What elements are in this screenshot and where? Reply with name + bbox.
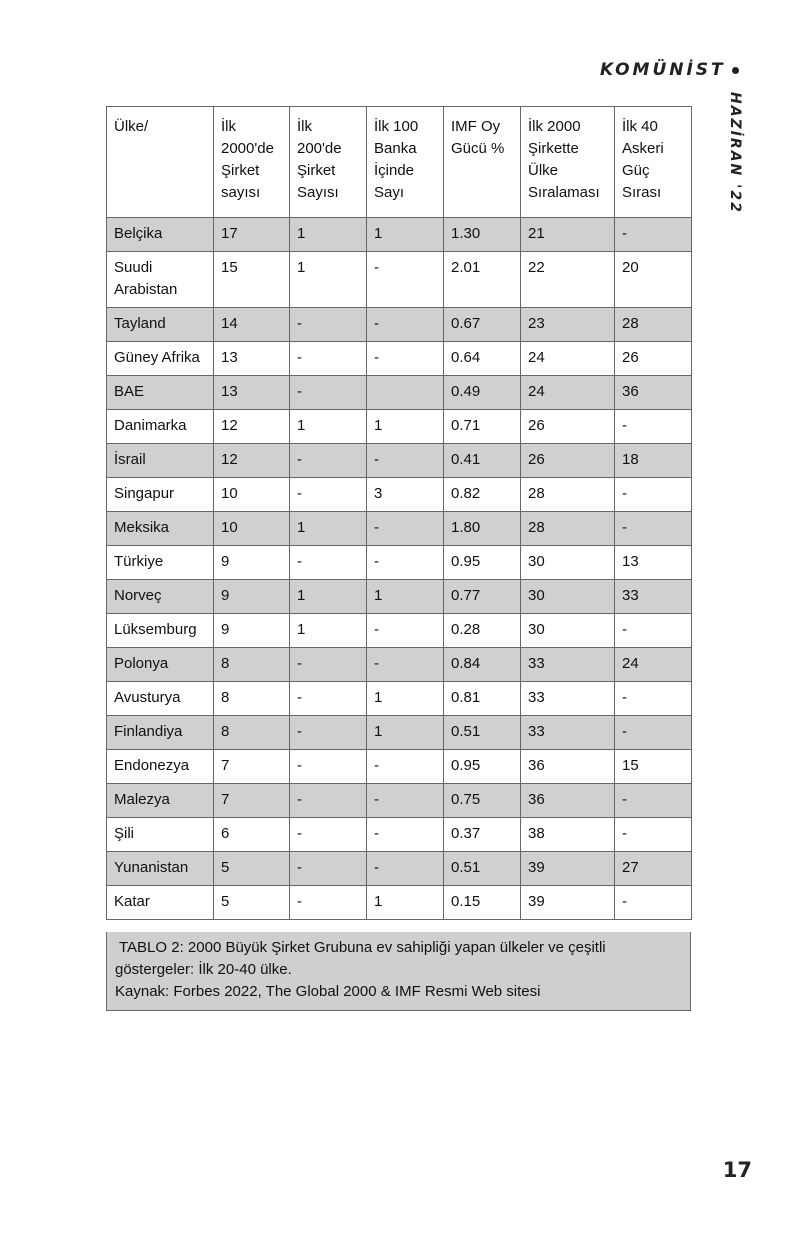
cell-imf-vote: 0.95 <box>444 750 521 784</box>
cell-banks-top100: - <box>367 342 444 376</box>
cell-imf-vote: 0.28 <box>444 614 521 648</box>
cell-companies-top2000: 7 <box>214 784 290 818</box>
cell-banks-top100: 1 <box>367 716 444 750</box>
cell-companies-top2000: 8 <box>214 716 290 750</box>
cell-military-rank: 36 <box>615 376 692 410</box>
cell-country: Meksika <box>107 512 214 546</box>
cell-banks-top100 <box>367 376 444 410</box>
cell-imf-vote: 0.71 <box>444 410 521 444</box>
cell-imf-vote: 0.49 <box>444 376 521 410</box>
cell-military-rank: 27 <box>615 852 692 886</box>
cell-military-rank: - <box>615 512 692 546</box>
bullet-dot-icon <box>732 67 739 74</box>
cell-companies-top200: - <box>290 342 367 376</box>
cell-companies-top200: - <box>290 852 367 886</box>
cell-military-rank: 24 <box>615 648 692 682</box>
cell-military-rank: 18 <box>615 444 692 478</box>
cell-country-rank: 22 <box>521 252 615 308</box>
cell-companies-top2000: 9 <box>214 614 290 648</box>
cell-military-rank: - <box>615 886 692 920</box>
cell-country: Güney Afrika <box>107 342 214 376</box>
cell-companies-top200: - <box>290 376 367 410</box>
cell-companies-top2000: 7 <box>214 750 290 784</box>
cell-banks-top100: - <box>367 784 444 818</box>
cell-banks-top100: 1 <box>367 580 444 614</box>
table-row <box>107 784 692 818</box>
cell-country: Suudi Arabistan <box>107 252 214 308</box>
cell-country-rank: 38 <box>521 818 615 852</box>
cell-military-rank: - <box>615 784 692 818</box>
cell-companies-top2000: 9 <box>214 580 290 614</box>
cell-imf-vote: 0.81 <box>444 682 521 716</box>
cell-military-rank: - <box>615 818 692 852</box>
cell-imf-vote: 0.82 <box>444 478 521 512</box>
caption-source: Kaynak: Forbes 2022, The Global 2000 & IMF Resmi Web sitesi <box>115 983 541 1000</box>
cell-country-rank: 30 <box>521 614 615 648</box>
cell-companies-top2000: 10 <box>214 512 290 546</box>
cell-imf-vote: 0.75 <box>444 784 521 818</box>
cell-imf-vote: 0.51 <box>444 852 521 886</box>
table-body <box>107 218 692 920</box>
cell-military-rank: 20 <box>615 252 692 308</box>
cell-companies-top2000: 17 <box>214 218 290 252</box>
caption-line-2: göstergeler: İlk 20-40 ülke. <box>115 961 292 978</box>
table-row <box>107 410 692 444</box>
cell-banks-top100: 1 <box>367 410 444 444</box>
cell-companies-top200: - <box>290 784 367 818</box>
cell-military-rank: - <box>615 410 692 444</box>
cell-companies-top200: 1 <box>290 580 367 614</box>
table-row <box>107 580 692 614</box>
cell-imf-vote: 0.15 <box>444 886 521 920</box>
cell-companies-top200: - <box>290 546 367 580</box>
cell-country-rank: 26 <box>521 410 615 444</box>
cell-imf-vote: 1.30 <box>444 218 521 252</box>
cell-country: Tayland <box>107 308 214 342</box>
table-row <box>107 478 692 512</box>
cell-imf-vote: 2.01 <box>444 252 521 308</box>
cell-companies-top200: - <box>290 478 367 512</box>
cell-country-rank: 30 <box>521 580 615 614</box>
cell-military-rank: 13 <box>615 546 692 580</box>
table-row <box>107 886 692 920</box>
cell-companies-top200: 1 <box>290 218 367 252</box>
cell-banks-top100: - <box>367 252 444 308</box>
cell-country-rank: 36 <box>521 750 615 784</box>
table-row <box>107 852 692 886</box>
table-row <box>107 682 692 716</box>
cell-banks-top100: - <box>367 648 444 682</box>
cell-banks-top100: 1 <box>367 682 444 716</box>
cell-military-rank: - <box>615 478 692 512</box>
cell-country-rank: 36 <box>521 784 615 818</box>
cell-country-rank: 30 <box>521 546 615 580</box>
cell-country: Şili <box>107 818 214 852</box>
table-row <box>107 376 692 410</box>
cell-banks-top100: - <box>367 818 444 852</box>
table-row <box>107 308 692 342</box>
table-row <box>107 342 692 376</box>
cell-imf-vote: 0.64 <box>444 342 521 376</box>
cell-companies-top2000: 10 <box>214 478 290 512</box>
cell-country-rank: 28 <box>521 512 615 546</box>
cell-banks-top100: - <box>367 546 444 580</box>
cell-companies-top2000: 15 <box>214 252 290 308</box>
cell-country: Singapur <box>107 478 214 512</box>
cell-country-rank: 33 <box>521 682 615 716</box>
cell-military-rank: 28 <box>615 308 692 342</box>
cell-country-rank: 28 <box>521 478 615 512</box>
cell-imf-vote: 0.77 <box>444 580 521 614</box>
cell-country: Polonya <box>107 648 214 682</box>
country-indicators-table <box>106 106 692 920</box>
table-row <box>107 512 692 546</box>
cell-country: Lüksemburg <box>107 614 214 648</box>
column-header-country-rank: İlk 2000 Şirkette Ülke Sıralaması <box>521 107 615 218</box>
cell-banks-top100: - <box>367 614 444 648</box>
cell-companies-top200: - <box>290 886 367 920</box>
cell-country-rank: 21 <box>521 218 615 252</box>
cell-companies-top2000: 8 <box>214 648 290 682</box>
cell-banks-top100: 1 <box>367 886 444 920</box>
cell-companies-top2000: 12 <box>214 410 290 444</box>
cell-companies-top2000: 5 <box>214 852 290 886</box>
column-header-imf-vote: IMF Oy Gücü % <box>444 107 521 218</box>
cell-country-rank: 33 <box>521 648 615 682</box>
cell-country: Finlandiya <box>107 716 214 750</box>
cell-country-rank: 24 <box>521 376 615 410</box>
cell-country: Katar <box>107 886 214 920</box>
cell-country: Malezya <box>107 784 214 818</box>
cell-companies-top200: - <box>290 818 367 852</box>
table-caption <box>106 932 691 1011</box>
cell-imf-vote: 0.95 <box>444 546 521 580</box>
table-row <box>107 818 692 852</box>
cell-military-rank: 15 <box>615 750 692 784</box>
cell-companies-top2000: 13 <box>214 342 290 376</box>
cell-companies-top2000: 9 <box>214 546 290 580</box>
cell-companies-top2000: 12 <box>214 444 290 478</box>
cell-country: BAE <box>107 376 214 410</box>
cell-military-rank: 26 <box>615 342 692 376</box>
column-header-country: Ülke/ <box>107 107 214 218</box>
cell-imf-vote: 0.41 <box>444 444 521 478</box>
cell-country-rank: 24 <box>521 342 615 376</box>
page-number: 17 <box>722 1158 752 1182</box>
cell-companies-top200: - <box>290 648 367 682</box>
cell-country: Belçika <box>107 218 214 252</box>
cell-companies-top2000: 6 <box>214 818 290 852</box>
cell-banks-top100: - <box>367 444 444 478</box>
cell-country: Avusturya <box>107 682 214 716</box>
cell-companies-top200: - <box>290 682 367 716</box>
cell-country-rank: 23 <box>521 308 615 342</box>
cell-country-rank: 33 <box>521 716 615 750</box>
cell-companies-top200: 1 <box>290 614 367 648</box>
cell-country: Endonezya <box>107 750 214 784</box>
table-row <box>107 444 692 478</box>
cell-country: Norveç <box>107 580 214 614</box>
cell-country-rank: 26 <box>521 444 615 478</box>
cell-companies-top200: 1 <box>290 410 367 444</box>
cell-companies-top200: - <box>290 444 367 478</box>
column-header-companies-top200: İlk 200'de Şirket Sayısı <box>290 107 367 218</box>
table-row <box>107 716 692 750</box>
cell-companies-top2000: 8 <box>214 682 290 716</box>
table-row <box>107 648 692 682</box>
table-row <box>107 750 692 784</box>
cell-imf-vote: 0.37 <box>444 818 521 852</box>
cell-companies-top2000: 5 <box>214 886 290 920</box>
issue-date: HAZİRAN '22 <box>727 92 743 214</box>
cell-companies-top200: 1 <box>290 252 367 308</box>
cell-military-rank: 33 <box>615 580 692 614</box>
cell-military-rank: - <box>615 614 692 648</box>
cell-imf-vote: 0.84 <box>444 648 521 682</box>
table-row <box>107 218 692 252</box>
table-row <box>107 252 692 308</box>
cell-country: Yunanistan <box>107 852 214 886</box>
table-row <box>107 614 692 648</box>
cell-companies-top2000: 14 <box>214 308 290 342</box>
cell-country: İsrail <box>107 444 214 478</box>
table-row <box>107 546 692 580</box>
cell-banks-top100: 1 <box>367 218 444 252</box>
cell-banks-top100: - <box>367 852 444 886</box>
cell-country-rank: 39 <box>521 852 615 886</box>
table-header-row <box>107 107 692 218</box>
column-header-companies-top2000: İlk 2000'de Şirket sayısı <box>214 107 290 218</box>
cell-military-rank: - <box>615 218 692 252</box>
caption-line-1: TABLO 2: 2000 Büyük Şirket Grubuna ev sahipliği yapan ülkeler ve çeşitli <box>119 939 606 956</box>
cell-companies-top200: - <box>290 308 367 342</box>
cell-imf-vote: 0.51 <box>444 716 521 750</box>
cell-military-rank: - <box>615 716 692 750</box>
cell-companies-top2000: 13 <box>214 376 290 410</box>
cell-companies-top200: - <box>290 750 367 784</box>
cell-country: Türkiye <box>107 546 214 580</box>
column-header-banks-top100: İlk 100 Banka İçinde Sayı <box>367 107 444 218</box>
brand-title: KOMÜNİST <box>600 60 726 80</box>
cell-banks-top100: - <box>367 308 444 342</box>
cell-imf-vote: 1.80 <box>444 512 521 546</box>
cell-banks-top100: - <box>367 512 444 546</box>
cell-banks-top100: - <box>367 750 444 784</box>
cell-companies-top200: - <box>290 716 367 750</box>
column-header-military-rank: İlk 40 Askeri Güç Sırası <box>615 107 692 218</box>
cell-imf-vote: 0.67 <box>444 308 521 342</box>
cell-country-rank: 39 <box>521 886 615 920</box>
cell-military-rank: - <box>615 682 692 716</box>
magazine-brand <box>600 60 750 80</box>
cell-country: Danimarka <box>107 410 214 444</box>
cell-banks-top100: 3 <box>367 478 444 512</box>
cell-companies-top200: 1 <box>290 512 367 546</box>
